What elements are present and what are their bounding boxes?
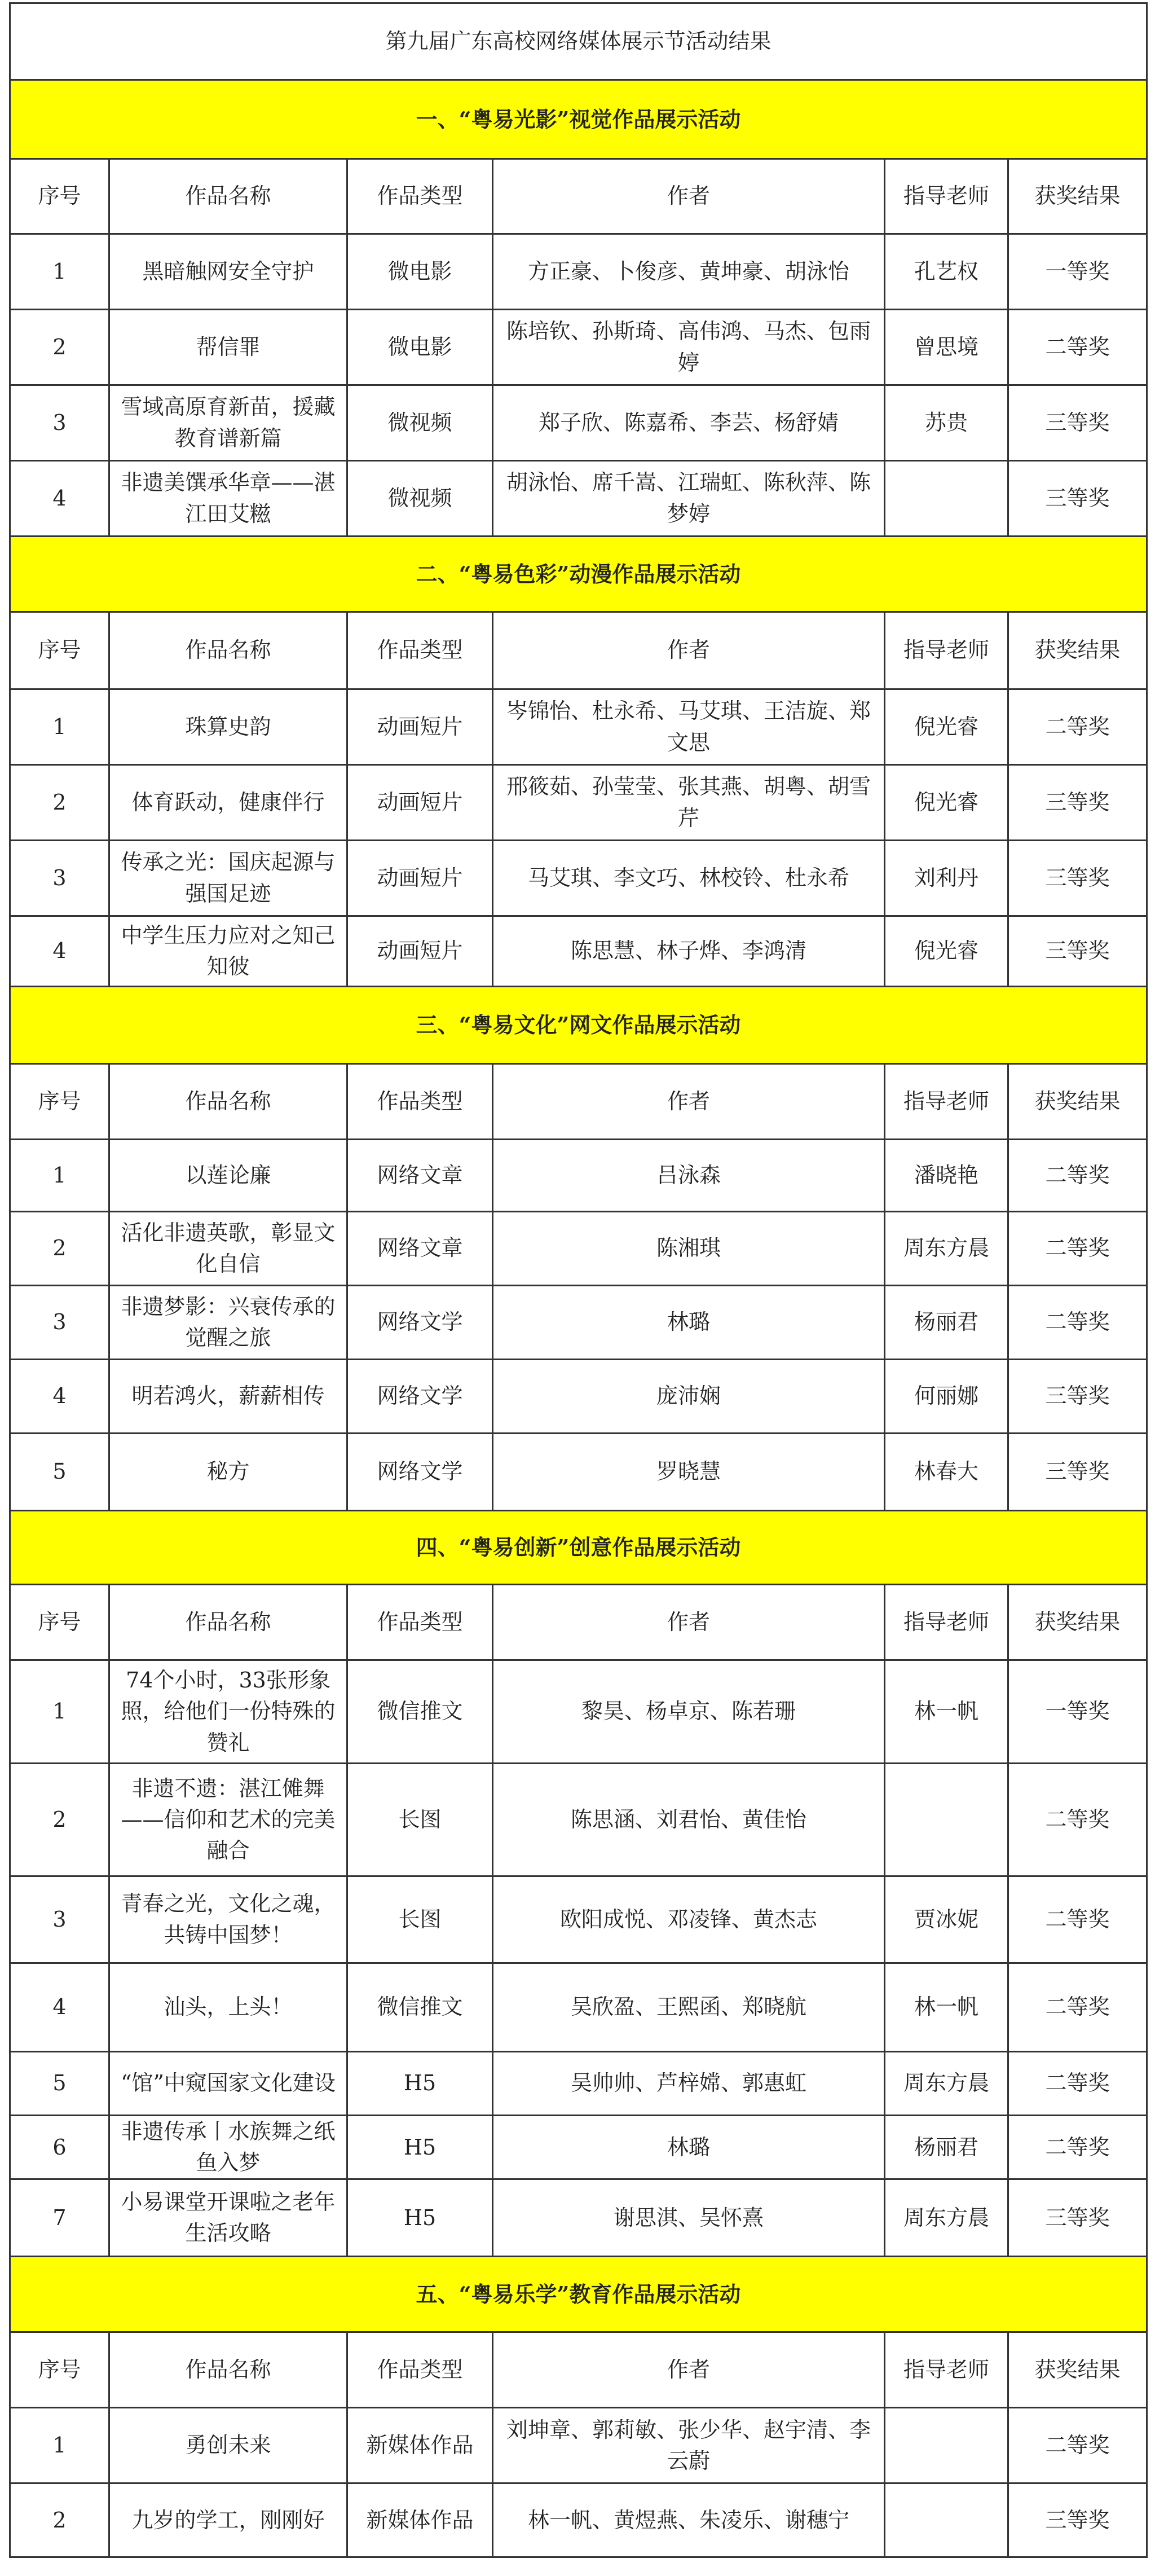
cell-work-type: H5 (347, 2116, 493, 2179)
cell-work-type: 微电影 (347, 234, 493, 310)
cell-advisor (885, 2408, 1008, 2483)
cell-seq: 1 (10, 1140, 109, 1212)
column-header-work-type: 作品类型 (347, 1064, 493, 1140)
cell-seq: 4 (10, 461, 109, 537)
cell-work-name: 珠算史韵 (109, 689, 347, 765)
table-row (10, 1360, 1147, 1434)
cell-advisor: 周东方晨 (885, 2179, 1008, 2257)
table-row (10, 2483, 1147, 2557)
cell-advisor: 苏贵 (885, 385, 1008, 461)
cell-authors: 林璐 (493, 2116, 885, 2179)
cell-award: 二等奖 (1008, 1963, 1147, 2052)
column-header-award: 获奖结果 (1008, 159, 1147, 234)
section-header-row (10, 537, 1147, 612)
cell-work-type: H5 (347, 2179, 493, 2257)
column-header-award: 获奖结果 (1008, 612, 1147, 689)
cell-advisor: 周东方晨 (885, 1212, 1008, 1286)
column-header-work-type: 作品类型 (347, 159, 493, 234)
column-header-row (10, 612, 1147, 689)
cell-work-name: 雪域高原育新苗，援藏教育谱新篇 (109, 385, 347, 461)
cell-seq: 3 (10, 841, 109, 916)
cell-work-name: 青春之光，文化之魂，共铸中国梦！ (109, 1876, 347, 1963)
cell-award: 三等奖 (1008, 1434, 1147, 1511)
column-header-row (10, 2332, 1147, 2408)
cell-work-type: 长图 (347, 1876, 493, 1963)
cell-seq: 2 (10, 1212, 109, 1286)
table-row (10, 1764, 1147, 1876)
table-row (10, 2179, 1147, 2257)
cell-authors: 方正豪、卜俊彦、黄坤豪、胡泳怡 (493, 234, 885, 310)
cell-advisor: 何丽娜 (885, 1360, 1008, 1434)
cell-authors: 岑锦怡、杜永希、马艾琪、王洁旋、郑文思 (493, 689, 885, 765)
cell-advisor: 贾冰妮 (885, 1876, 1008, 1963)
cell-authors: 林璐 (493, 1286, 885, 1360)
column-header-seq: 序号 (10, 159, 109, 234)
cell-award: 三等奖 (1008, 385, 1147, 461)
cell-seq: 4 (10, 1360, 109, 1434)
column-header-seq: 序号 (10, 2332, 109, 2408)
cell-work-type: 微视频 (347, 385, 493, 461)
cell-authors: 林一帆、黄煜燕、朱凌乐、谢穗宁 (493, 2483, 885, 2557)
column-header-seq: 序号 (10, 1064, 109, 1140)
cell-seq: 3 (10, 1286, 109, 1360)
column-header-work-type: 作品类型 (347, 1585, 493, 1660)
column-header-seq: 序号 (10, 1585, 109, 1660)
cell-authors: 邢筱茹、孙莹莹、张其燕、胡粤、胡雪芹 (493, 765, 885, 841)
cell-award: 三等奖 (1008, 765, 1147, 841)
cell-advisor: 林一帆 (885, 1660, 1008, 1764)
cell-authors: 马艾琪、李文巧、林校铃、杜永希 (493, 841, 885, 916)
table-row (10, 461, 1147, 537)
column-header-advisor: 指导老师 (885, 2332, 1008, 2408)
column-header-authors: 作者 (493, 1585, 885, 1660)
column-header-work-name: 作品名称 (109, 1064, 347, 1140)
cell-authors: 陈湘琪 (493, 1212, 885, 1286)
cell-seq: 4 (10, 916, 109, 987)
cell-award: 三等奖 (1008, 916, 1147, 987)
cell-work-type: 微信推文 (347, 1660, 493, 1764)
section-heading: 五、“粤易乐学”教育作品展示活动 (10, 2257, 1147, 2332)
cell-award: 二等奖 (1008, 1764, 1147, 1876)
cell-advisor: 杨丽君 (885, 2116, 1008, 2179)
cell-advisor: 林春大 (885, 1434, 1008, 1511)
column-header-row (10, 1585, 1147, 1660)
column-header-work-name: 作品名称 (109, 1585, 347, 1660)
column-header-work-type: 作品类型 (347, 612, 493, 689)
cell-authors: 刘坤章、郭莉敏、张少华、赵宇清、李云蔚 (493, 2408, 885, 2483)
table-row (10, 385, 1147, 461)
cell-authors: 吕泳森 (493, 1140, 885, 1212)
cell-authors: 胡泳怡、席千嵩、江瑞虹、陈秋萍、陈梦婷 (493, 461, 885, 537)
table-row (10, 1212, 1147, 1286)
cell-work-name: 九岁的学工，刚刚好 (109, 2483, 347, 2557)
table-row (10, 689, 1147, 765)
cell-seq: 1 (10, 234, 109, 310)
cell-work-type: 新媒体作品 (347, 2483, 493, 2557)
cell-work-name: 以莲论廉 (109, 1140, 347, 1212)
cell-work-name: 汕头，上头！ (109, 1963, 347, 2052)
table-row (10, 2052, 1147, 2116)
cell-award: 二等奖 (1008, 2116, 1147, 2179)
cell-authors: 陈培钦、孙斯琦、高伟鸿、马杰、包雨婷 (493, 310, 885, 385)
cell-work-name: 帮信罪 (109, 310, 347, 385)
title-row (10, 3, 1147, 80)
cell-seq: 1 (10, 2408, 109, 2483)
cell-award: 三等奖 (1008, 841, 1147, 916)
table-row (10, 310, 1147, 385)
cell-work-name: 非遗美馔承华章——湛江田艾糍 (109, 461, 347, 537)
cell-work-name: 黑暗触网安全守护 (109, 234, 347, 310)
cell-award: 二等奖 (1008, 310, 1147, 385)
cell-work-type: 微视频 (347, 461, 493, 537)
column-header-work-type: 作品类型 (347, 2332, 493, 2408)
column-header-seq: 序号 (10, 612, 109, 689)
cell-work-name: 小易课堂开课啦之老年生活攻略 (109, 2179, 347, 2257)
cell-award: 三等奖 (1008, 461, 1147, 537)
cell-advisor (885, 2483, 1008, 2557)
cell-work-type: 网络文章 (347, 1140, 493, 1212)
cell-advisor: 孔艺权 (885, 234, 1008, 310)
section-header-row (10, 987, 1147, 1064)
cell-work-type: 微信推文 (347, 1963, 493, 2052)
cell-seq: 7 (10, 2179, 109, 2257)
cell-work-name: 明若鸿火，薪薪相传 (109, 1360, 347, 1434)
column-header-authors: 作者 (493, 1064, 885, 1140)
cell-work-type: 网络文学 (347, 1286, 493, 1360)
column-header-row (10, 1064, 1147, 1140)
cell-seq: 1 (10, 689, 109, 765)
cell-advisor: 曾思境 (885, 310, 1008, 385)
cell-award: 二等奖 (1008, 2408, 1147, 2483)
cell-work-type: 动画短片 (347, 841, 493, 916)
cell-award: 二等奖 (1008, 1286, 1147, 1360)
cell-award: 三等奖 (1008, 2483, 1147, 2557)
cell-authors: 吴帅帅、芦梓嫦、郭惠虹 (493, 2052, 885, 2116)
cell-advisor: 林一帆 (885, 1963, 1008, 2052)
cell-authors: 陈思涵、刘君怡、黄佳怡 (493, 1764, 885, 1876)
table-row (10, 1434, 1147, 1511)
cell-work-name: 非遗梦影：兴衰传承的觉醒之旅 (109, 1286, 347, 1360)
cell-work-type: 动画短片 (347, 689, 493, 765)
cell-work-type: 微电影 (347, 310, 493, 385)
cell-seq: 1 (10, 1660, 109, 1764)
cell-advisor: 刘利丹 (885, 841, 1008, 916)
cell-authors: 陈思慧、林子烨、李鸿清 (493, 916, 885, 987)
column-header-advisor: 指导老师 (885, 612, 1008, 689)
cell-work-name: 非遗传承丨水族舞之纸鱼入梦 (109, 2116, 347, 2179)
cell-advisor: 倪光睿 (885, 689, 1008, 765)
column-header-advisor: 指导老师 (885, 1585, 1008, 1660)
cell-work-type: 新媒体作品 (347, 2408, 493, 2483)
cell-advisor: 倪光睿 (885, 765, 1008, 841)
cell-award: 一等奖 (1008, 1660, 1147, 1764)
cell-work-name: 体育跃动，健康伴行 (109, 765, 347, 841)
cell-seq: 2 (10, 1764, 109, 1876)
section-header-row (10, 1511, 1147, 1585)
cell-work-name: 传承之光：国庆起源与强国足迹 (109, 841, 347, 916)
cell-authors: 谢思淇、吴怀熹 (493, 2179, 885, 2257)
column-header-award: 获奖结果 (1008, 1064, 1147, 1140)
cell-work-type: 网络文学 (347, 1434, 493, 1511)
cell-work-name: 74个小时，33张形象照，给他们一份特殊的赞礼 (109, 1660, 347, 1764)
cell-authors: 黎昊、杨卓京、陈若珊 (493, 1660, 885, 1764)
cell-advisor (885, 1764, 1008, 1876)
results-table (9, 2, 1148, 2558)
cell-award: 二等奖 (1008, 1140, 1147, 1212)
cell-award: 三等奖 (1008, 2179, 1147, 2257)
column-header-authors: 作者 (493, 2332, 885, 2408)
table-row (10, 841, 1147, 916)
section-heading: 一、“粤易光影”视觉作品展示活动 (10, 80, 1147, 159)
cell-advisor: 杨丽君 (885, 1286, 1008, 1360)
table-row (10, 1286, 1147, 1360)
cell-work-name: 秘方 (109, 1434, 347, 1511)
cell-work-type: 网络文章 (347, 1212, 493, 1286)
cell-advisor: 周东方晨 (885, 2052, 1008, 2116)
cell-work-name: “馆”中窥国家文化建设 (109, 2052, 347, 2116)
cell-work-type: 动画短片 (347, 916, 493, 987)
column-header-work-name: 作品名称 (109, 2332, 347, 2408)
cell-award: 一等奖 (1008, 234, 1147, 310)
section-header-row (10, 2257, 1147, 2332)
table-row (10, 2116, 1147, 2179)
section-header-row (10, 80, 1147, 159)
cell-award: 二等奖 (1008, 1876, 1147, 1963)
table-row (10, 765, 1147, 841)
cell-seq: 3 (10, 385, 109, 461)
column-header-work-name: 作品名称 (109, 612, 347, 689)
cell-seq: 2 (10, 2483, 109, 2557)
column-header-advisor: 指导老师 (885, 1064, 1008, 1140)
cell-seq: 4 (10, 1963, 109, 2052)
cell-seq: 2 (10, 765, 109, 841)
section-heading: 四、“粤易创新”创意作品展示活动 (10, 1511, 1147, 1585)
cell-authors: 庞沛娴 (493, 1360, 885, 1434)
cell-advisor (885, 461, 1008, 537)
cell-award: 二等奖 (1008, 1212, 1147, 1286)
table-row (10, 1963, 1147, 2052)
cell-authors: 吴欣盈、王熙函、郑晓航 (493, 1963, 885, 2052)
cell-seq: 2 (10, 310, 109, 385)
cell-award: 二等奖 (1008, 2052, 1147, 2116)
cell-seq: 3 (10, 1876, 109, 1963)
column-header-row (10, 159, 1147, 234)
column-header-advisor: 指导老师 (885, 159, 1008, 234)
table-row (10, 234, 1147, 310)
cell-work-type: 长图 (347, 1764, 493, 1876)
table-row (10, 1140, 1147, 1212)
cell-work-name: 勇创未来 (109, 2408, 347, 2483)
cell-work-name: 活化非遗英歌，彰显文化自信 (109, 1212, 347, 1286)
cell-award: 三等奖 (1008, 1360, 1147, 1434)
section-heading: 三、“粤易文化”网文作品展示活动 (10, 987, 1147, 1064)
column-header-award: 获奖结果 (1008, 1585, 1147, 1660)
cell-authors: 罗晓慧 (493, 1434, 885, 1511)
table-row (10, 2408, 1147, 2483)
cell-work-type: 动画短片 (347, 765, 493, 841)
cell-work-name: 非遗不遗：湛江傩舞——信仰和艺术的完美融合 (109, 1764, 347, 1876)
cell-work-type: H5 (347, 2052, 493, 2116)
cell-award: 二等奖 (1008, 689, 1147, 765)
section-heading: 二、“粤易色彩”动漫作品展示活动 (10, 537, 1147, 612)
table-row (10, 1660, 1147, 1764)
column-header-authors: 作者 (493, 612, 885, 689)
cell-authors: 欧阳成悦、邓凌锋、黄杰志 (493, 1876, 885, 1963)
cell-seq: 6 (10, 2116, 109, 2179)
cell-authors: 郑子欣、陈嘉希、李芸、杨舒婧 (493, 385, 885, 461)
cell-seq: 5 (10, 2052, 109, 2116)
cell-seq: 5 (10, 1434, 109, 1511)
column-header-award: 获奖结果 (1008, 2332, 1147, 2408)
table-row (10, 1876, 1147, 1963)
cell-advisor: 倪光睿 (885, 916, 1008, 987)
table-row (10, 916, 1147, 987)
cell-advisor: 潘晓艳 (885, 1140, 1008, 1212)
column-header-authors: 作者 (493, 159, 885, 234)
column-header-work-name: 作品名称 (109, 159, 347, 234)
page-title: 第九届广东高校网络媒体展示节活动结果 (10, 3, 1147, 80)
cell-work-name: 中学生压力应对之知己知彼 (109, 916, 347, 987)
cell-work-type: 网络文学 (347, 1360, 493, 1434)
